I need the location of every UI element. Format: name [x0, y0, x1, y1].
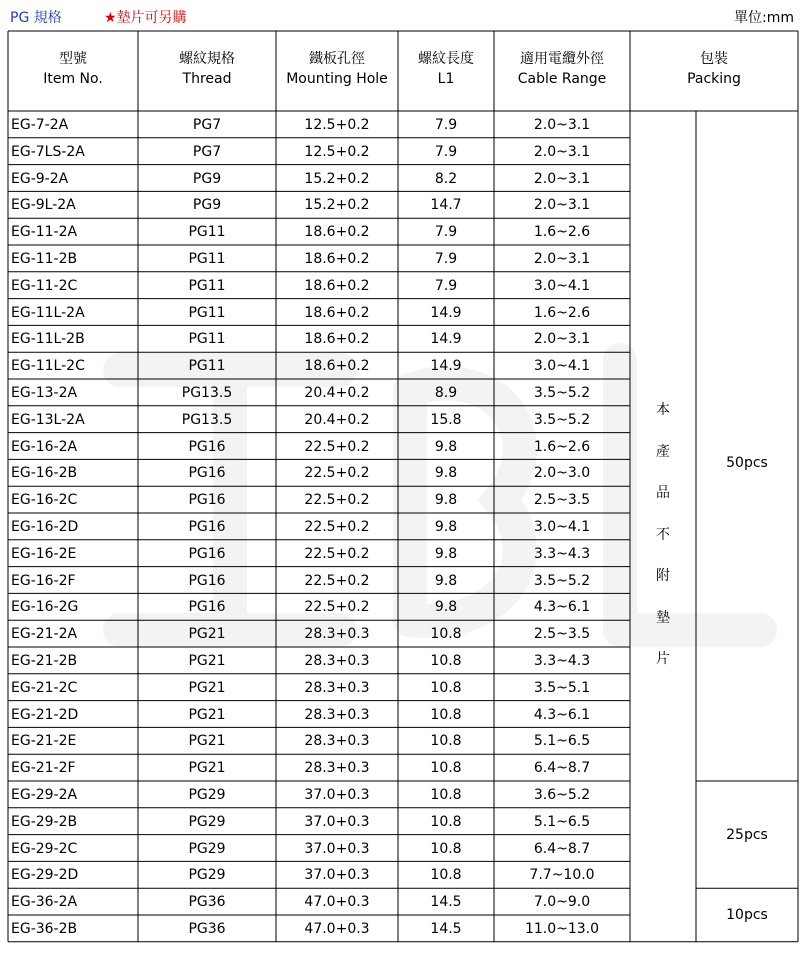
mounting-hole-cell: 28.3+0.3 — [304, 679, 370, 696]
mounting-hole-cell: 22.5+0.2 — [304, 599, 370, 616]
item-no-cell: EG-36-2A — [11, 894, 78, 911]
thread-cell: PG11 — [188, 304, 226, 321]
thread-length-cell: 7.9 — [434, 117, 458, 133]
mounting-hole-cell: 28.3+0.3 — [304, 733, 370, 750]
column-header-en: Cable Range — [517, 71, 607, 87]
item-no-cell: EG-16-2C — [11, 492, 78, 509]
unit-label: 單位:mm — [734, 10, 794, 26]
mounting-hole-cell: 22.5+0.2 — [304, 465, 370, 482]
thread-cell: PG16 — [188, 545, 226, 562]
cable-range-cell: 2.0~3.0 — [533, 465, 591, 482]
packing-quantity: 10pcs — [726, 907, 768, 923]
mounting-hole-cell: 18.6+0.2 — [304, 224, 370, 241]
thread-length-cell: 10.8 — [430, 653, 462, 669]
mounting-hole-cell: 12.5+0.2 — [304, 117, 370, 133]
mounting-hole-cell: 37.0+0.3 — [304, 840, 370, 857]
cable-range-cell: 2.0~3.1 — [533, 331, 591, 348]
thread-cell: PG16 — [188, 572, 226, 589]
cable-range-cell: 6.4~8.7 — [533, 840, 591, 857]
washer-note: ★墊片可另購 — [104, 10, 187, 26]
thread-cell: PG9 — [192, 197, 222, 214]
thread-cell: PG36 — [188, 894, 226, 911]
thread-length-cell: 14.9 — [430, 331, 462, 348]
mounting-hole-cell: 22.5+0.2 — [304, 519, 370, 535]
thread-length-cell: 10.8 — [430, 813, 462, 830]
thread-length-cell: 10.8 — [430, 733, 462, 750]
thread-cell: PG13.5 — [181, 411, 233, 428]
mounting-hole-cell: 18.6+0.2 — [304, 331, 370, 348]
thread-cell: PG11 — [188, 224, 226, 241]
mounting-hole-cell: 28.3+0.3 — [304, 626, 370, 643]
item-no-cell: EG-16-2D — [11, 519, 79, 535]
column-header-en: Packing — [687, 71, 741, 87]
thread-cell: PG16 — [188, 438, 226, 455]
item-no-cell: EG-21-2B — [11, 653, 78, 669]
cable-range-cell: 4.3~6.1 — [533, 599, 591, 616]
thread-cell: PG29 — [188, 813, 226, 830]
item-no-cell: EG-11-2B — [11, 251, 78, 267]
cable-range-cell: 7.0~9.0 — [533, 894, 591, 911]
column-header-zh: 鐵板孔徑 — [308, 51, 365, 67]
mounting-hole-cell: 47.0+0.3 — [304, 894, 370, 911]
item-no-cell: EG-16-2F — [11, 572, 76, 589]
packing-quantity: 50pcs — [726, 455, 768, 471]
cable-range-cell: 2.0~3.1 — [533, 170, 591, 187]
thread-length-cell: 14.7 — [430, 197, 462, 214]
item-no-cell: EG-29-2C — [11, 840, 78, 857]
thread-cell: PG21 — [188, 626, 226, 643]
column-header-en: L1 — [437, 71, 455, 87]
mounting-hole-cell: 22.5+0.2 — [304, 545, 370, 562]
mounting-hole-cell: 28.3+0.3 — [304, 706, 370, 723]
thread-cell: PG9 — [192, 170, 222, 187]
cable-range-cell: 3.3~4.3 — [533, 653, 591, 669]
mounting-hole-cell: 37.0+0.3 — [304, 787, 370, 803]
cable-range-cell: 3.5~5.2 — [533, 411, 591, 428]
column-header-zh: 適用電纜外徑 — [519, 51, 604, 67]
thread-cell: PG29 — [188, 867, 226, 884]
page-title: PG 規格 — [10, 10, 62, 26]
thread-cell: PG21 — [188, 760, 226, 777]
packing-note-char: 本 — [656, 402, 670, 418]
item-no-cell: EG-21-2C — [11, 679, 78, 696]
mounting-hole-cell: 22.5+0.2 — [304, 492, 370, 509]
cable-range-cell: 3.6~5.2 — [533, 787, 591, 803]
column-header-en: Thread — [182, 71, 232, 87]
cable-range-cell: 1.6~2.6 — [533, 224, 591, 241]
thread-length-cell: 10.8 — [430, 760, 462, 777]
mounting-hole-cell: 18.6+0.2 — [304, 251, 370, 267]
item-no-cell: EG-11L-2A — [11, 304, 85, 321]
packing-note-char: 品 — [656, 485, 670, 501]
thread-length-cell: 10.8 — [430, 840, 462, 857]
item-no-cell: EG-9-2A — [11, 170, 69, 187]
item-no-cell: EG-9L-2A — [11, 197, 76, 214]
column-header — [43, 49, 103, 89]
cable-range-cell: 7.7~10.0 — [529, 867, 595, 884]
item-no-cell: EG-13L-2A — [11, 411, 85, 428]
thread-cell: PG29 — [188, 840, 226, 857]
mounting-hole-cell: 20.4+0.2 — [304, 385, 370, 401]
column-header-en: Item No. — [43, 71, 103, 87]
packing-quantity: 25pcs — [726, 826, 768, 843]
cable-range-cell: 3.0~4.1 — [533, 519, 591, 535]
item-no-cell: EG-36-2B — [11, 921, 78, 937]
thread-cell: PG21 — [188, 679, 226, 696]
mounting-hole-cell: 18.6+0.2 — [304, 304, 370, 321]
item-no-cell: EG-16-2G — [11, 599, 79, 616]
column-header — [418, 49, 474, 89]
thread-cell: PG7 — [192, 117, 222, 133]
mounting-hole-cell: 20.4+0.2 — [304, 411, 370, 428]
item-no-cell: EG-11-2C — [11, 277, 78, 294]
cable-range-cell: 2.0~3.1 — [533, 117, 591, 133]
thread-length-cell: 7.9 — [434, 277, 458, 294]
column-header-zh: 螺紋長度 — [418, 51, 474, 67]
cable-range-cell: 3.5~5.2 — [533, 385, 591, 401]
thread-cell: PG16 — [188, 519, 226, 535]
thread-length-cell: 9.8 — [434, 492, 458, 509]
thread-cell: PG11 — [188, 358, 226, 375]
thread-length-cell: 9.8 — [434, 465, 458, 482]
thread-cell: PG16 — [188, 492, 226, 509]
packing-note-char: 片 — [656, 651, 670, 667]
mounting-hole-cell: 22.5+0.2 — [304, 438, 370, 455]
mounting-hole-cell: 22.5+0.2 — [304, 572, 370, 589]
mounting-hole-cell: 37.0+0.3 — [304, 813, 370, 830]
thread-length-cell: 7.9 — [434, 143, 458, 160]
thread-cell: PG11 — [188, 331, 226, 348]
cable-range-cell: 2.0~3.1 — [533, 251, 591, 267]
cable-range-cell: 2.0~3.1 — [533, 197, 591, 214]
cable-range-cell: 1.6~2.6 — [533, 438, 591, 455]
column-header-zh: 型號 — [59, 51, 87, 67]
thread-cell: PG13.5 — [181, 385, 233, 401]
thread-length-cell: 8.9 — [434, 385, 458, 401]
thread-length-cell: 14.5 — [430, 894, 462, 911]
item-no-cell: EG-29-2A — [11, 787, 78, 803]
cable-range-cell: 5.1~6.5 — [533, 733, 591, 750]
column-header — [687, 49, 741, 89]
thread-cell: PG21 — [188, 653, 226, 669]
cable-range-cell: 2.5~3.5 — [533, 626, 591, 643]
item-no-cell: EG-21-2D — [11, 706, 79, 723]
cable-range-cell: 3.5~5.2 — [533, 572, 591, 589]
thread-cell: PG21 — [188, 733, 226, 750]
item-no-cell: EG-16-2B — [11, 465, 78, 482]
thread-length-cell: 9.8 — [434, 519, 458, 535]
column-header-en: Mounting Hole — [286, 71, 388, 87]
thread-length-cell: 14.9 — [430, 358, 462, 375]
packing-note-char: 附 — [656, 568, 670, 584]
thread-length-cell: 9.8 — [434, 545, 458, 562]
item-no-cell: EG-7LS-2A — [11, 143, 85, 160]
thread-length-cell: 9.8 — [434, 572, 458, 589]
item-no-cell: EG-29-2B — [11, 813, 78, 830]
thread-length-cell: 9.8 — [434, 438, 458, 455]
mounting-hole-cell: 15.2+0.2 — [304, 170, 370, 187]
thread-length-cell: 7.9 — [434, 224, 458, 241]
thread-length-cell: 10.8 — [430, 679, 462, 696]
cable-range-cell: 1.6~2.6 — [533, 304, 591, 321]
thread-cell: PG16 — [188, 599, 226, 616]
thread-cell: PG7 — [192, 143, 222, 160]
item-no-cell: EG-11L-2C — [11, 358, 85, 375]
column-header — [286, 49, 388, 89]
thread-cell: PG21 — [188, 706, 226, 723]
cable-range-cell: 3.3~4.3 — [533, 545, 591, 562]
thread-length-cell: 14.5 — [430, 921, 462, 937]
cable-range-cell: 3.0~4.1 — [533, 358, 591, 375]
mounting-hole-cell: 15.2+0.2 — [304, 197, 370, 214]
thread-cell: PG29 — [188, 787, 226, 803]
thread-length-cell: 10.8 — [430, 867, 462, 884]
cable-range-cell: 3.5~5.1 — [533, 679, 591, 696]
item-no-cell: EG-21-2F — [11, 760, 76, 777]
column-header — [179, 49, 235, 89]
item-no-cell: EG-16-2E — [11, 545, 77, 562]
item-no-cell: EG-29-2D — [11, 867, 79, 884]
cable-range-cell: 11.0~13.0 — [524, 921, 600, 937]
column-header — [518, 49, 607, 89]
packing-note-char: 墊 — [656, 609, 670, 626]
cable-range-cell: 5.1~6.5 — [533, 813, 591, 830]
mounting-hole-cell: 18.6+0.2 — [304, 277, 370, 294]
thread-cell: PG36 — [188, 921, 226, 937]
cable-range-cell: 2.5~3.5 — [533, 492, 591, 509]
thread-length-cell: 7.9 — [434, 251, 458, 267]
thread-length-cell: 10.8 — [430, 626, 462, 643]
thread-cell: PG11 — [188, 277, 226, 294]
item-no-cell: EG-21-2A — [11, 626, 78, 643]
item-no-cell: EG-11-2A — [11, 224, 78, 241]
item-no-cell: EG-21-2E — [11, 733, 77, 750]
thread-length-cell: 10.8 — [430, 706, 462, 723]
mounting-hole-cell: 47.0+0.3 — [304, 921, 370, 937]
thread-length-cell: 9.8 — [434, 599, 458, 616]
packing-note-char: 不 — [656, 526, 670, 543]
thread-length-cell: 15.8 — [430, 411, 462, 428]
item-no-cell: EG-11L-2B — [11, 331, 85, 348]
cable-range-cell: 6.4~8.7 — [533, 760, 591, 777]
mounting-hole-cell: 18.6+0.2 — [304, 358, 370, 375]
item-no-cell: EG-16-2A — [11, 438, 78, 455]
item-no-cell: EG-7-2A — [11, 117, 69, 133]
cable-range-cell: 2.0~3.1 — [533, 143, 591, 160]
thread-length-cell: 14.9 — [430, 304, 462, 321]
mounting-hole-cell: 28.3+0.3 — [304, 653, 370, 669]
mounting-hole-cell: 37.0+0.3 — [304, 867, 370, 884]
cable-range-cell: 3.0~4.1 — [533, 277, 591, 294]
thread-cell: PG16 — [188, 465, 226, 482]
column-header-zh: 包裝 — [699, 51, 728, 67]
thread-cell: PG11 — [188, 251, 226, 267]
thread-length-cell: 10.8 — [430, 787, 462, 803]
column-header-zh: 螺紋規格 — [179, 51, 235, 67]
mounting-hole-cell: 12.5+0.2 — [304, 143, 370, 160]
mounting-hole-cell: 28.3+0.3 — [304, 760, 370, 777]
packing-note-char: 產 — [656, 443, 670, 460]
cable-range-cell: 4.3~6.1 — [533, 706, 591, 723]
thread-length-cell: 8.2 — [434, 170, 458, 187]
item-no-cell: EG-13-2A — [11, 385, 78, 401]
